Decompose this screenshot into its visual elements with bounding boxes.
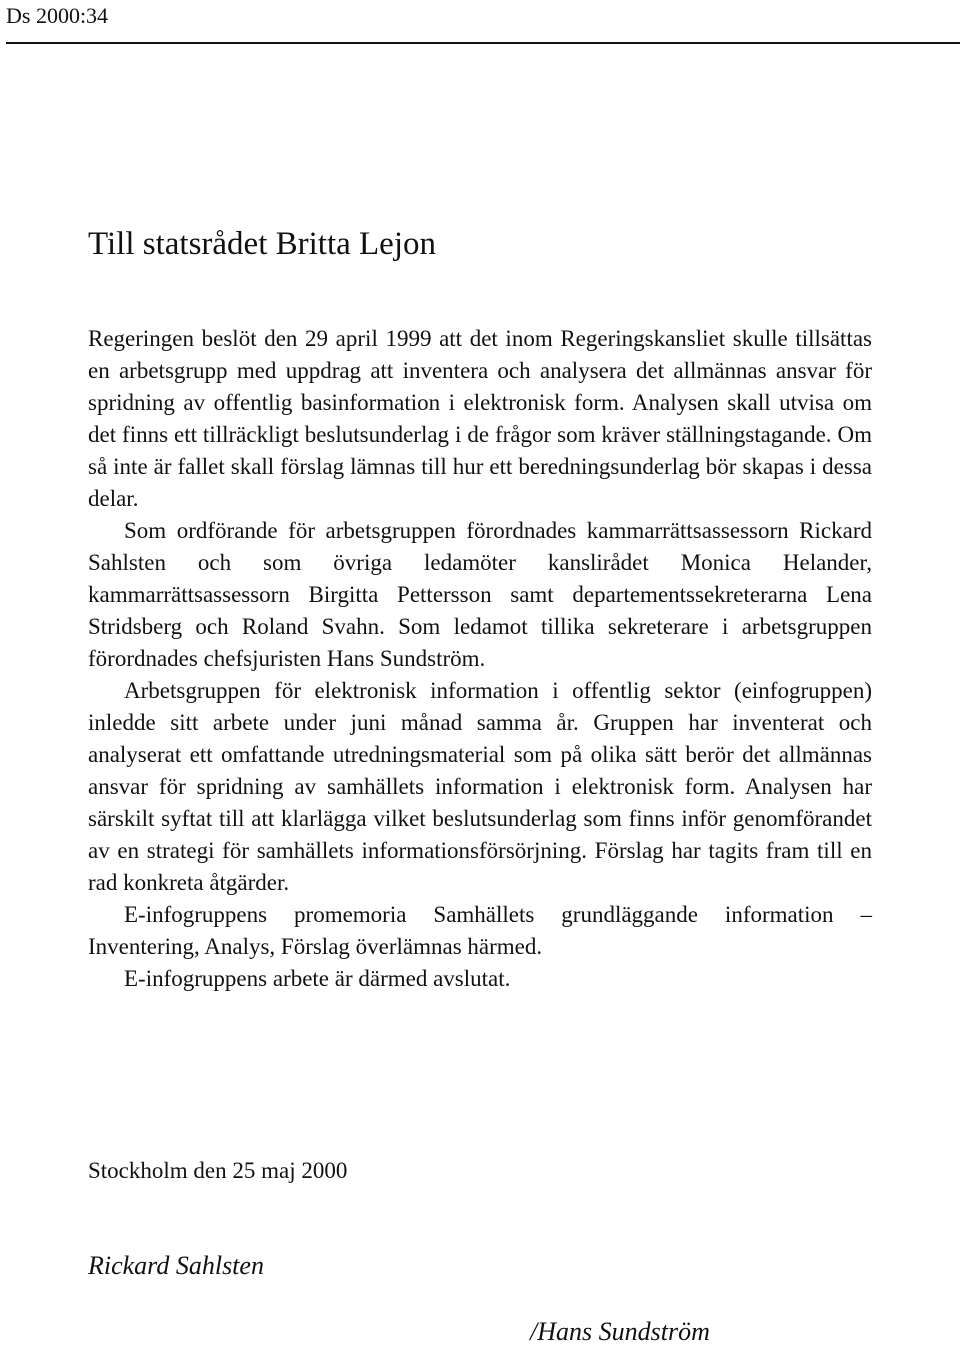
letter-title: Till statsrådet Britta Lejon xyxy=(88,226,436,262)
paragraph-members: Som ordförande för arbetsgruppen förordnades kammarrättsassessorn Rickard Sahlsten och som övriga ledamöter kanslirådet Monica Helander, kammarrättsassessorn Birgitta Pettersson samt departementssekreterarna Lena Stridsberg och Roland Svahn. Som ledamot tillika sekreterare i arbetsgruppen förordnades chefsjuristen Hans Sundström. xyxy=(88,518,872,671)
signature-hans-sundstrom: /Hans Sundström xyxy=(530,1317,710,1346)
document-reference: Ds 2000:34 xyxy=(6,3,109,28)
paragraph-assignment: Regeringen beslöt den 29 april 1999 att det inom Regeringskansliet skulle tillsättas en arbetsgrupp med uppdrag att inventera och analysera det allmännas ansvar för spridning av offentlig basinformation i elektronisk form. Analysen skall utvisa om det finns ett tillräckligt beslutsunderlag i de frågor som kräver ställningstagande. Om så inte är fallet skall förslag lämnas till hur ett beredningsunderlag bör skapas i dessa delar. xyxy=(88,326,872,511)
paragraph-submission: E-infogruppens promemoria Samhällets grundläggande information – Inventering, Analys, Förslag överlämnas härmed. xyxy=(88,902,872,959)
letter-body xyxy=(88,323,872,995)
header-rule xyxy=(6,42,960,44)
place-date: Stockholm den 25 maj 2000 xyxy=(88,1158,348,1183)
paragraph-conclusion: E-infogruppens arbete är därmed avslutat. xyxy=(124,966,511,991)
signature-rickard-sahlsten: Rickard Sahlsten xyxy=(88,1251,264,1280)
paragraph-work: Arbetsgruppen för elektronisk information i offentlig sektor (einfogruppen) inledde sitt arbete under juni månad samma år. Gruppen har inventerat och analyserat ett omfattande utredningsmaterial som på olika sätt berör det allmännas ansvar för spridning av samhällets information i elektronisk form. Analysen har särskilt syftat till att klarlägga vilket beslutsunderlag som finns inför genomförandet av en strategi för samhällets informationsförsörjning. Förslag har tagits fram till en rad konkreta åtgärder. xyxy=(88,678,872,895)
